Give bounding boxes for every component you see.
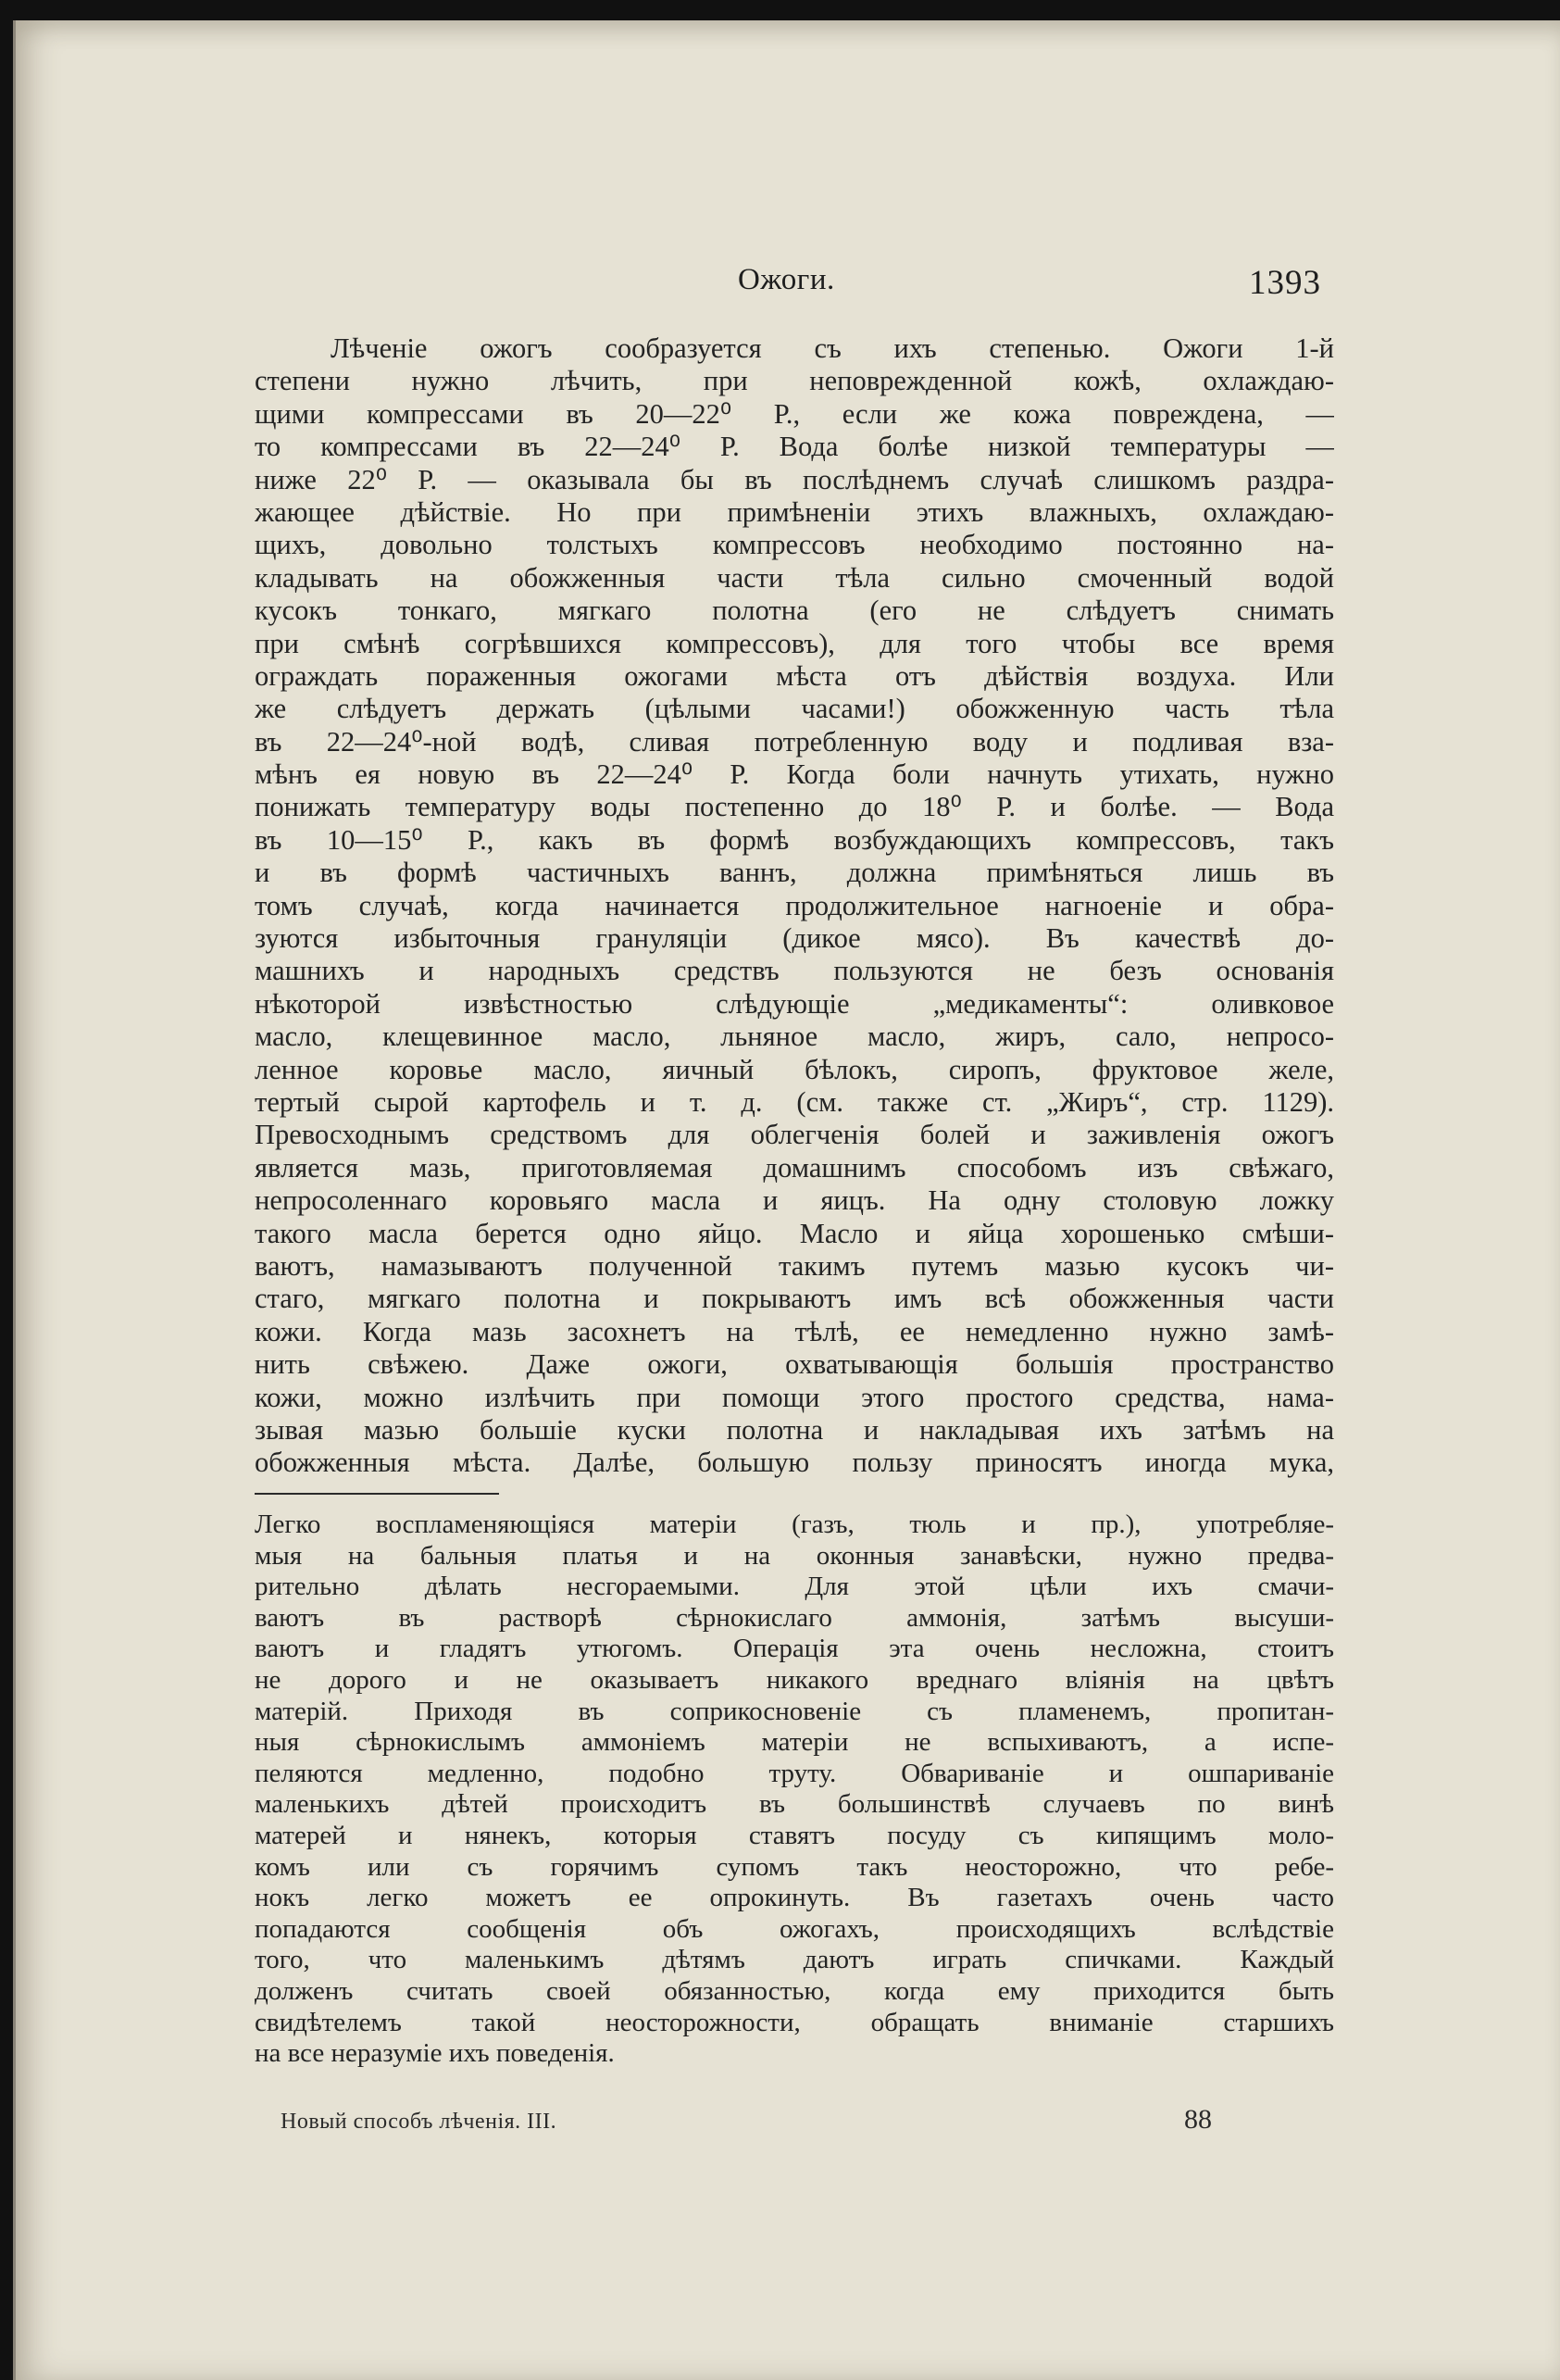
body-line: такого масла берется одно яйцо. Масло и яйца хорошенько смѣши- <box>255 1217 1334 1249</box>
body-line: щими компрессами въ 20—22⁰ Р., если же кожа повреждена, — <box>255 397 1334 430</box>
body-line: зывая мазью большіе куски полотна и накладывая ихъ затѣмъ на <box>255 1413 1334 1446</box>
body-line: при смѣнѣ согрѣвшихся компрессовъ), для того чтобы все время <box>255 627 1334 659</box>
body-line: ограждать пораженныя ожогами мѣста отъ дѣйствія воздуха. Или <box>255 659 1334 692</box>
body-line: машнихъ и народныхъ средствъ пользуются не безъ основанія <box>255 955 1334 987</box>
footnote-line: не дорого и не оказываетъ никакого вреднаго вліянія на цвѣтъ <box>255 1664 1334 1695</box>
footnote-line: маленькихъ дѣтей происходитъ въ большинствѣ случаевъ по винѣ <box>255 1789 1334 1820</box>
footnote-line: долженъ считать своей обязанностью, когда ему приходится быть <box>255 1975 1334 2006</box>
body-line: непросоленнаго коровьяго масла и яицъ. На одну столовую ложку <box>255 1184 1334 1217</box>
footnote-line: ныя сѣрнокислымъ аммоніемъ матеріи не вспыхиваютъ, а испе- <box>255 1727 1334 1758</box>
body-line: ваютъ, намазываютъ полученной такимъ путемъ мазью кусокъ чи- <box>255 1249 1334 1282</box>
footnote-line: попадаются сообщенія объ ожогахъ, происходящихъ вслѣдствіе <box>255 1913 1334 1944</box>
body-line: степени нужно лѣчить, при неповрежденной кожѣ, охлаждаю- <box>255 365 1334 397</box>
footnote-separator <box>255 1493 499 1495</box>
body-line: стаго, мягкаго полотна и покрываютъ имъ всѣ обожженныя части <box>255 1283 1334 1315</box>
footnote-line: мыя на бальныя платья и на оконныя занавѣски, нужно предва- <box>255 1540 1334 1571</box>
body-line: томъ случаѣ, когда начинается продолжительное нагноеніе и обра- <box>255 889 1334 921</box>
body-line: и въ формѣ частичныхъ ваннъ, должна примѣняться лишь въ <box>255 857 1334 889</box>
footnote-line: на все неразуміе ихъ поведенія. <box>255 2038 615 2069</box>
body-line: жающее дѣйствіе. Но при примѣненіи этихъ влажныхъ, охлаждаю- <box>255 495 1334 528</box>
footnote-text <box>255 1509 1334 2070</box>
body-line: Лѣченіе ожогъ сообразуется съ ихъ степенью. Ожоги 1-й <box>331 332 1334 364</box>
footnote-line: рительно дѣлать несгораемыми. Для этой цѣли ихъ смачи- <box>255 1572 1334 1602</box>
main-body-text <box>255 332 1334 1480</box>
body-line: ленное коровье масло, яичный бѣлокъ, сиропъ, фруктовое желе, <box>255 1053 1334 1085</box>
sheet-number: 88 <box>1184 2104 1212 2135</box>
printer-signature: Новый способъ лѣченія. III. <box>281 2110 557 2134</box>
body-line: въ 22—24⁰-ной водѣ, сливая потребленную воду и подливая вза- <box>255 725 1334 758</box>
body-line: является мазь, приготовляемая домашнимъ способомъ изъ свѣжаго, <box>255 1151 1334 1184</box>
footnote-line: пеляются медленно, подобно труту. Обвариваніе и ошпариваніе <box>255 1758 1334 1788</box>
body-line: ниже 22⁰ Р. — оказывала бы въ послѣднемъ случаѣ слишкомъ раздра- <box>255 463 1334 495</box>
footnote-line: свидѣтелемъ такой неосторожности, обращать вниманіе старшихъ <box>255 2007 1334 2037</box>
body-line: масло, клещевинное масло, льняное масло, жиръ, сало, непросо- <box>255 1021 1334 1053</box>
body-line: зуются избыточныя грануляціи (дикое мясо). Въ качествѣ до- <box>255 922 1334 955</box>
footnote-line: матерей и нянекъ, которыя ставятъ посуду съ кипящимъ моло- <box>255 1820 1334 1850</box>
body-line: Превосходнымъ средствомъ для облегченія болей и заживленія ожогъ <box>255 1119 1334 1151</box>
footnote-line: того, что маленькимъ дѣтямъ даютъ играть спичками. Каждый <box>255 1945 1334 1975</box>
body-line: нить свѣжею. Даже ожоги, охватывающія большія пространство <box>255 1348 1334 1381</box>
body-line: тертый сырой картофель и т. д. (см. также ст. „Жиръ“, стр. 1129). <box>255 1085 1334 1118</box>
footnote-line: ваютъ въ растворѣ сѣрнокислаго аммонія, затѣмъ высуши- <box>255 1602 1334 1633</box>
body-line: кладывать на обожженныя части тѣла сильно смоченный водой <box>255 561 1334 594</box>
footnote-line: Легко воспламеняющіяся матеріи (газъ, тюль и пр.), употребляе- <box>255 1509 1334 1539</box>
running-header-title: Ожоги. <box>738 263 835 296</box>
body-line: мѣнъ ея новую въ 22—24⁰ Р. Когда боли начнуть утихать, нужно <box>255 758 1334 791</box>
page-number: 1393 <box>1249 264 1321 302</box>
footnote-line: ваютъ и гладятъ утюгомъ. Операція эта очень несложна, стоитъ <box>255 1634 1334 1664</box>
book-page <box>13 20 1560 2380</box>
footnote-line: комъ или съ горячимъ супомъ такъ неосторожно, что ребе- <box>255 1851 1334 1882</box>
body-line: нѣкоторой извѣстностью слѣдующіе „медикаменты“: оливковое <box>255 987 1334 1020</box>
footnote-line: нокъ легко можетъ ее опрокинуть. Въ газетахъ очень часто <box>255 1883 1334 1913</box>
footnote-line: матерій. Приходя въ соприкосновеніе съ пламенемъ, пропитан- <box>255 1696 1334 1726</box>
body-line: щихъ, довольно толстыхъ компрессовъ необходимо постоянно на- <box>255 529 1334 561</box>
body-line: же слѣдуетъ держать (цѣлыми часами!) обожженную часть тѣла <box>255 693 1334 725</box>
body-line: обожженныя мѣста. Далѣе, большую пользу приносятъ иногда мука, <box>255 1447 1334 1479</box>
body-line: кожи. Когда мазь засохнетъ на тѣлѣ, ее немедленно нужно замѣ- <box>255 1315 1334 1347</box>
body-line: въ 10—15⁰ Р., какъ въ формѣ возбуждающихъ компрессовъ, такъ <box>255 823 1334 856</box>
body-line: то компрессами въ 22—24⁰ Р. Вода болѣе низкой температуры — <box>255 431 1334 463</box>
body-line: кожи, можно излѣчить при помощи этого простого средства, нама- <box>255 1381 1334 1413</box>
body-line: кусокъ тонкаго, мягкаго полотна (его не слѣдуетъ снимать <box>255 595 1334 627</box>
body-line: понижать температуру воды постепенно до 18⁰ Р. и болѣе. — Вода <box>255 791 1334 823</box>
